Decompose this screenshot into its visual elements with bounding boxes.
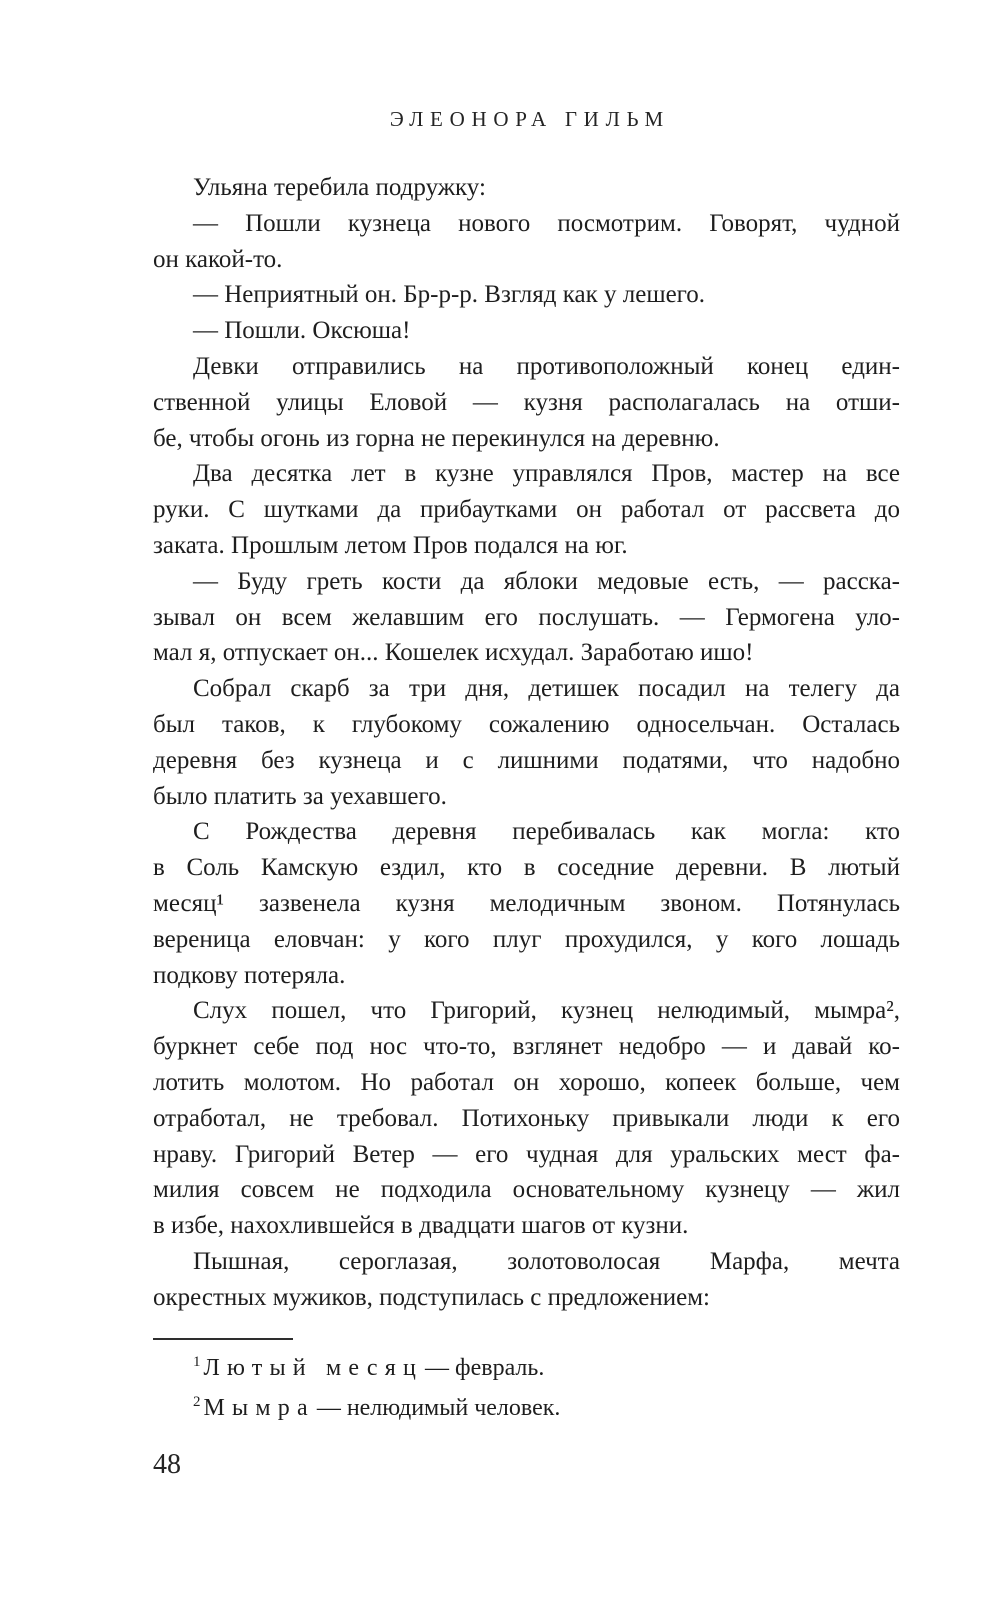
footnotes	[153, 1349, 900, 1428]
text-line: лотить молотом. Но работал он хорошо, копеек больше, чем	[153, 1068, 900, 1096]
text-line: милия совсем не подходила основательному кузнецу — жил	[153, 1176, 900, 1204]
text-line: месяц¹ зазвенела кузня мелодичным звоном. Потянулась	[153, 889, 900, 917]
text-line: было платить за уехавшего.	[153, 782, 447, 810]
text-line: буркнет себе под нос что-то, взглянет недобро — и давай ко-	[153, 1033, 900, 1061]
text-line: окрестных мужиков, подступилась с предложением:	[153, 1283, 711, 1311]
text-line: вереница еловчан: у кого плуг прохудился, у кого лошадь	[153, 925, 900, 953]
text-line: деревня без кузнеца и с лишними податями, что надобно	[153, 746, 900, 774]
text-line: С Рождества деревня перебивалась как могла: кто	[193, 818, 900, 846]
text-line: отработал, не требовал. Потихоньку привыкали люди к его	[153, 1104, 900, 1132]
footnote-1-definition: — февраль.	[425, 1355, 545, 1381]
text-line: был таков, к глубокому сожалению односельчан. Осталась	[153, 710, 900, 738]
text-line: — Буду греть кости да яблоки медовые есть, — расска-	[193, 567, 900, 595]
text-line: — Пошли. Оксюша!	[193, 317, 411, 345]
text-line: он какой-то.	[153, 245, 283, 273]
body-text	[153, 170, 900, 1316]
footnote-separator-rule	[153, 1338, 293, 1340]
text-line: нраву. Григорий Ветер — его чудная для уральских мест фа-	[153, 1140, 900, 1168]
text-line: Слух пошел, что Григорий, кузнец нелюдимый, мымра²,	[193, 997, 900, 1025]
text-line: зывал он всем желавшим его послушать. — Гермогена уло-	[153, 603, 900, 631]
text-line: в избе, нахохлившейся в двадцати шагов от кузни.	[153, 1212, 689, 1240]
footnote-2-definition: — нелюдимый человек.	[316, 1394, 561, 1421]
text-line: Собрал скарб за три дня, детишек посадил на телегу да	[193, 675, 900, 703]
footnote-2: 2 Мымра— нелюдимый человек.	[193, 1393, 561, 1421]
text-line: — Неприятный он. Бр-р-р. Взгляд как у лешего.	[193, 281, 706, 309]
text-line: в Соль Камскую ездил, кто в соседние деревни. В лютый	[153, 854, 900, 882]
running-head-author: ЭЛЕОНОРА ГИЛЬМ	[389, 107, 670, 131]
text-line: мал я, отпускает он... Кошелек исхудал. Заработаю ишо!	[153, 639, 754, 667]
footnote-1-term: Лютый месяц	[203, 1355, 424, 1381]
text-line: подкову потеряла.	[153, 961, 346, 989]
text-line: ственной улицы Еловой — кузня располагалась на отши-	[153, 388, 900, 416]
footnote-2-term: Мымра	[203, 1394, 315, 1421]
text-line: Ульяна теребила подружку:	[193, 174, 486, 201]
text-line: бе, чтобы огонь из горна не перекинулся на деревню.	[153, 424, 720, 452]
text-line: руки. С шутками да прибаутками он работал от рассвета до	[153, 496, 900, 524]
text-line: Пышная, сероглазая, золотоволосая Марфа, мечта	[193, 1247, 900, 1275]
text-line: Два десятка лет в кузне управлялся Пров, мастер на все	[193, 460, 900, 488]
text-line: заката. Прошлым летом Пров подался на юг.	[153, 531, 628, 559]
footnote-1: 1 Лютый месяц— февраль.	[193, 1354, 545, 1381]
text-line: — Пошли кузнеца нового посмотрим. Говорят, чудной	[193, 209, 900, 237]
text-line: Девки отправились на противоположный конец един-	[193, 352, 900, 380]
page-number: 48	[153, 1449, 181, 1480]
